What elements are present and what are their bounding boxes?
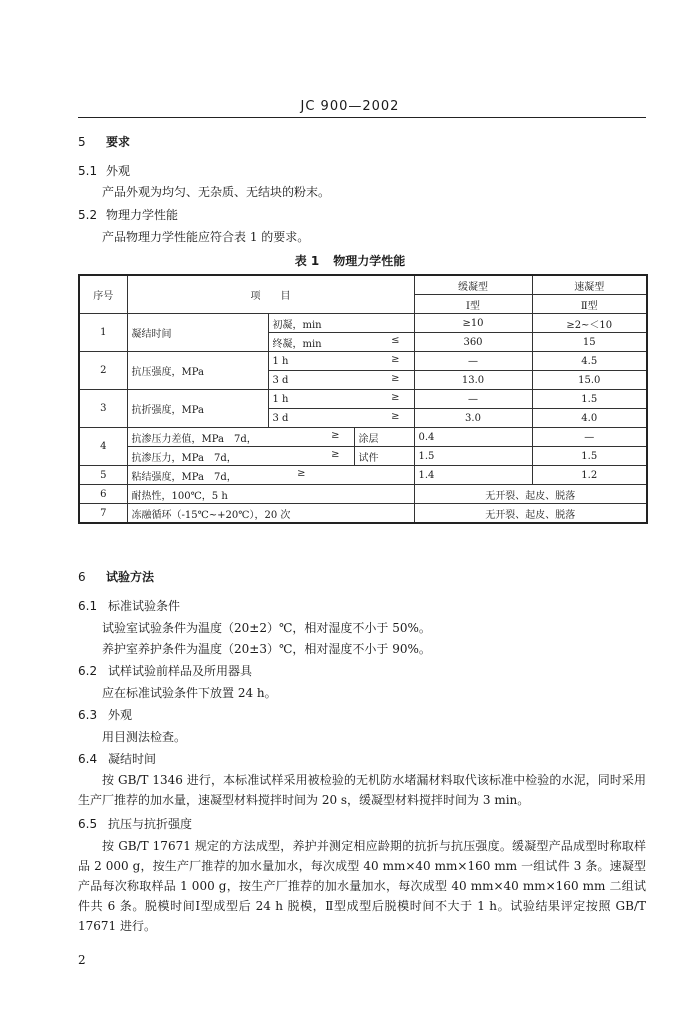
table-number: 表 1 xyxy=(294,254,320,268)
section-number: 5 xyxy=(78,135,86,149)
table-row xyxy=(79,352,647,371)
row-item: 凝结时间 xyxy=(127,314,268,352)
table-row xyxy=(79,504,647,524)
section-number: 5.1 xyxy=(78,164,98,178)
section-5-2-text: 产品物理力学性能应符合表 1 的要求。 xyxy=(102,230,310,244)
row-subitem xyxy=(268,352,414,371)
table-row xyxy=(79,447,647,466)
header-slow-type: Ⅰ型 xyxy=(414,295,532,314)
section-number: 6.1 xyxy=(78,599,98,613)
subitem-label: 3 d xyxy=(272,374,289,386)
section-title: 外观 xyxy=(108,708,133,722)
table-header-row xyxy=(79,275,647,295)
row-subitem xyxy=(268,333,414,352)
header-fast-type: Ⅱ型 xyxy=(532,295,647,314)
operator: ≥ xyxy=(331,449,340,460)
row-item: 耐热性，100℃，5 h xyxy=(127,485,414,504)
row-subitem xyxy=(268,390,414,409)
section-title: 要求 xyxy=(106,135,131,149)
subitem-label: 1 h xyxy=(272,393,289,405)
row-item: 抗压强度，MPa xyxy=(127,352,268,390)
table-row xyxy=(79,390,647,409)
operator: ≤ xyxy=(391,335,400,346)
slow-value: 13.0 xyxy=(414,371,532,390)
row-subitem: 试件 xyxy=(354,447,414,466)
page-number: 2 xyxy=(78,953,86,967)
fast-value: 1.5 xyxy=(532,447,647,466)
header-fast: 速凝型 xyxy=(532,275,647,295)
section-6-2-text: 应在标准试验条件下放置 24 h。 xyxy=(102,686,277,700)
section-6-3-heading xyxy=(78,707,132,723)
table-row xyxy=(79,314,647,333)
section-title: 物理力学性能 xyxy=(106,208,179,222)
row-seq: 3 xyxy=(79,390,127,428)
subitem-label: 初凝，min xyxy=(272,319,322,331)
table-row xyxy=(79,466,647,485)
item-label: 抗渗压力，MPa 7d， xyxy=(131,452,237,464)
section-6-1-text-2: 养护室养护条件为温度（20±3）℃，相对湿度不小于 90%。 xyxy=(102,642,431,656)
section-6-5-heading xyxy=(78,816,192,832)
section-title: 凝结时间 xyxy=(108,752,157,766)
row-item xyxy=(127,466,414,485)
section-5-heading xyxy=(78,134,130,150)
table-caption xyxy=(0,252,700,269)
section-5-1-heading xyxy=(78,163,130,179)
subitem-label: 1 h xyxy=(272,355,289,367)
header-rule xyxy=(78,117,646,118)
fast-value: 15.0 xyxy=(532,371,647,390)
slow-value: ≥10 xyxy=(414,314,532,333)
section-6-5-text: 按 GB/T 17671 规定的方法成型，养护并测定相应龄期的抗折与抗压强度。缓凝型产品成型时称取样品 2 000 g，按生产厂推荐的加水量加水，每次成型 40 mm×40 mm×160 mm 一组试件 3 条。速凝型产品每次称取样品 1 000 g，按生产厂推荐的加水量加水，每次成型 40 mm×40 mm×160 mm 二组试件共 6 条。脱模时间Ⅰ型成型后 24 h 脱模，Ⅱ型成型后脱模时间不大于 1 h。试验结果评定按照 GB/T 17671 进行。 xyxy=(78,839,646,933)
section-number: 6.5 xyxy=(78,817,98,831)
fast-value: 4.0 xyxy=(532,409,647,428)
operator: ≥ xyxy=(391,411,400,422)
section-6-4-text: 按 GB/T 1346 进行，本标准试样采用被检验的无机防水堵漏材料取代该标准中检验的水泥，同时采用生产厂推荐的加水量，速凝型材料搅拌时间为 20 s，缓凝型材料搅拌时间为 3 min。 xyxy=(78,773,646,807)
subitem-label: 终凝，min xyxy=(272,338,322,350)
row-subitem: 涂层 xyxy=(354,428,414,447)
section-number: 6.2 xyxy=(78,664,98,678)
section-6-1-heading xyxy=(78,598,180,614)
section-number: 6.3 xyxy=(78,708,98,722)
section-title: 抗压与抗折强度 xyxy=(108,817,193,831)
item-label: 抗渗压力差值，MPa 7d， xyxy=(131,433,257,445)
section-6-1-text-1: 试验室试验条件为温度（20±2）℃，相对湿度不小于 50%。 xyxy=(102,621,431,635)
merged-value: 无开裂、起皮、脱落 xyxy=(414,504,647,524)
fast-value: 1.5 xyxy=(532,390,647,409)
subitem-label: 3 d xyxy=(272,412,289,424)
section-title: 标准试验条件 xyxy=(108,599,181,613)
table-title: 物理力学性能 xyxy=(333,254,406,268)
item-label: 粘结强度，MPa 7d， xyxy=(131,471,237,483)
row-seq: 6 xyxy=(79,485,127,504)
fast-value: — xyxy=(532,428,647,447)
section-6-heading xyxy=(78,569,154,585)
row-item: 抗折强度，MPa xyxy=(127,390,268,428)
row-item xyxy=(127,428,354,447)
row-subitem xyxy=(268,371,414,390)
row-seq: 5 xyxy=(79,466,127,485)
fast-value: 15 xyxy=(532,333,647,352)
row-item: 冻融循环（-15℃~+20℃），20 次 xyxy=(127,504,414,524)
table-row xyxy=(79,485,647,504)
properties-table xyxy=(78,274,648,524)
row-seq: 2 xyxy=(79,352,127,390)
header-slow: 缓凝型 xyxy=(414,275,532,295)
row-seq: 7 xyxy=(79,504,127,524)
section-6-3-text: 用目测法检查。 xyxy=(102,730,187,744)
slow-value: — xyxy=(414,390,532,409)
slow-value: — xyxy=(414,352,532,371)
section-number: 6 xyxy=(78,570,86,584)
slow-value: 1.4 xyxy=(414,466,532,485)
fast-value: 4.5 xyxy=(532,352,647,371)
slow-value: 1.5 xyxy=(414,447,532,466)
slow-value: 3.0 xyxy=(414,409,532,428)
row-seq: 4 xyxy=(79,428,127,466)
section-title: 试验方法 xyxy=(106,570,155,584)
operator: ≥ xyxy=(391,392,400,403)
header-seq: 序号 xyxy=(79,275,127,314)
merged-value: 无开裂、起皮、脱落 xyxy=(414,485,647,504)
row-subitem xyxy=(268,409,414,428)
fast-value: 1.2 xyxy=(532,466,647,485)
operator: ≥ xyxy=(331,430,340,441)
operator: ≥ xyxy=(391,373,400,384)
section-title: 试样试验前样品及所用器具 xyxy=(108,664,253,678)
section-6-2-heading xyxy=(78,663,252,679)
running-header: JC 900—2002 xyxy=(300,99,400,114)
slow-value: 0.4 xyxy=(414,428,532,447)
operator: ≥ xyxy=(297,468,306,479)
section-5-2-heading xyxy=(78,207,178,223)
section-5-1-text: 产品外观为均匀、无杂质、无结块的粉末。 xyxy=(102,185,331,199)
row-seq: 1 xyxy=(79,314,127,352)
slow-value: 360 xyxy=(414,333,532,352)
header-item: 项 目 xyxy=(127,275,414,314)
table-row xyxy=(79,428,647,447)
section-number: 6.4 xyxy=(78,752,98,766)
section-6-4-heading xyxy=(78,751,156,767)
section-number: 5.2 xyxy=(78,208,98,222)
section-title: 外观 xyxy=(106,164,131,178)
row-subitem xyxy=(268,314,414,333)
fast-value: ≥2~＜10 xyxy=(532,314,647,333)
row-item xyxy=(127,447,354,466)
operator: ≥ xyxy=(391,354,400,365)
